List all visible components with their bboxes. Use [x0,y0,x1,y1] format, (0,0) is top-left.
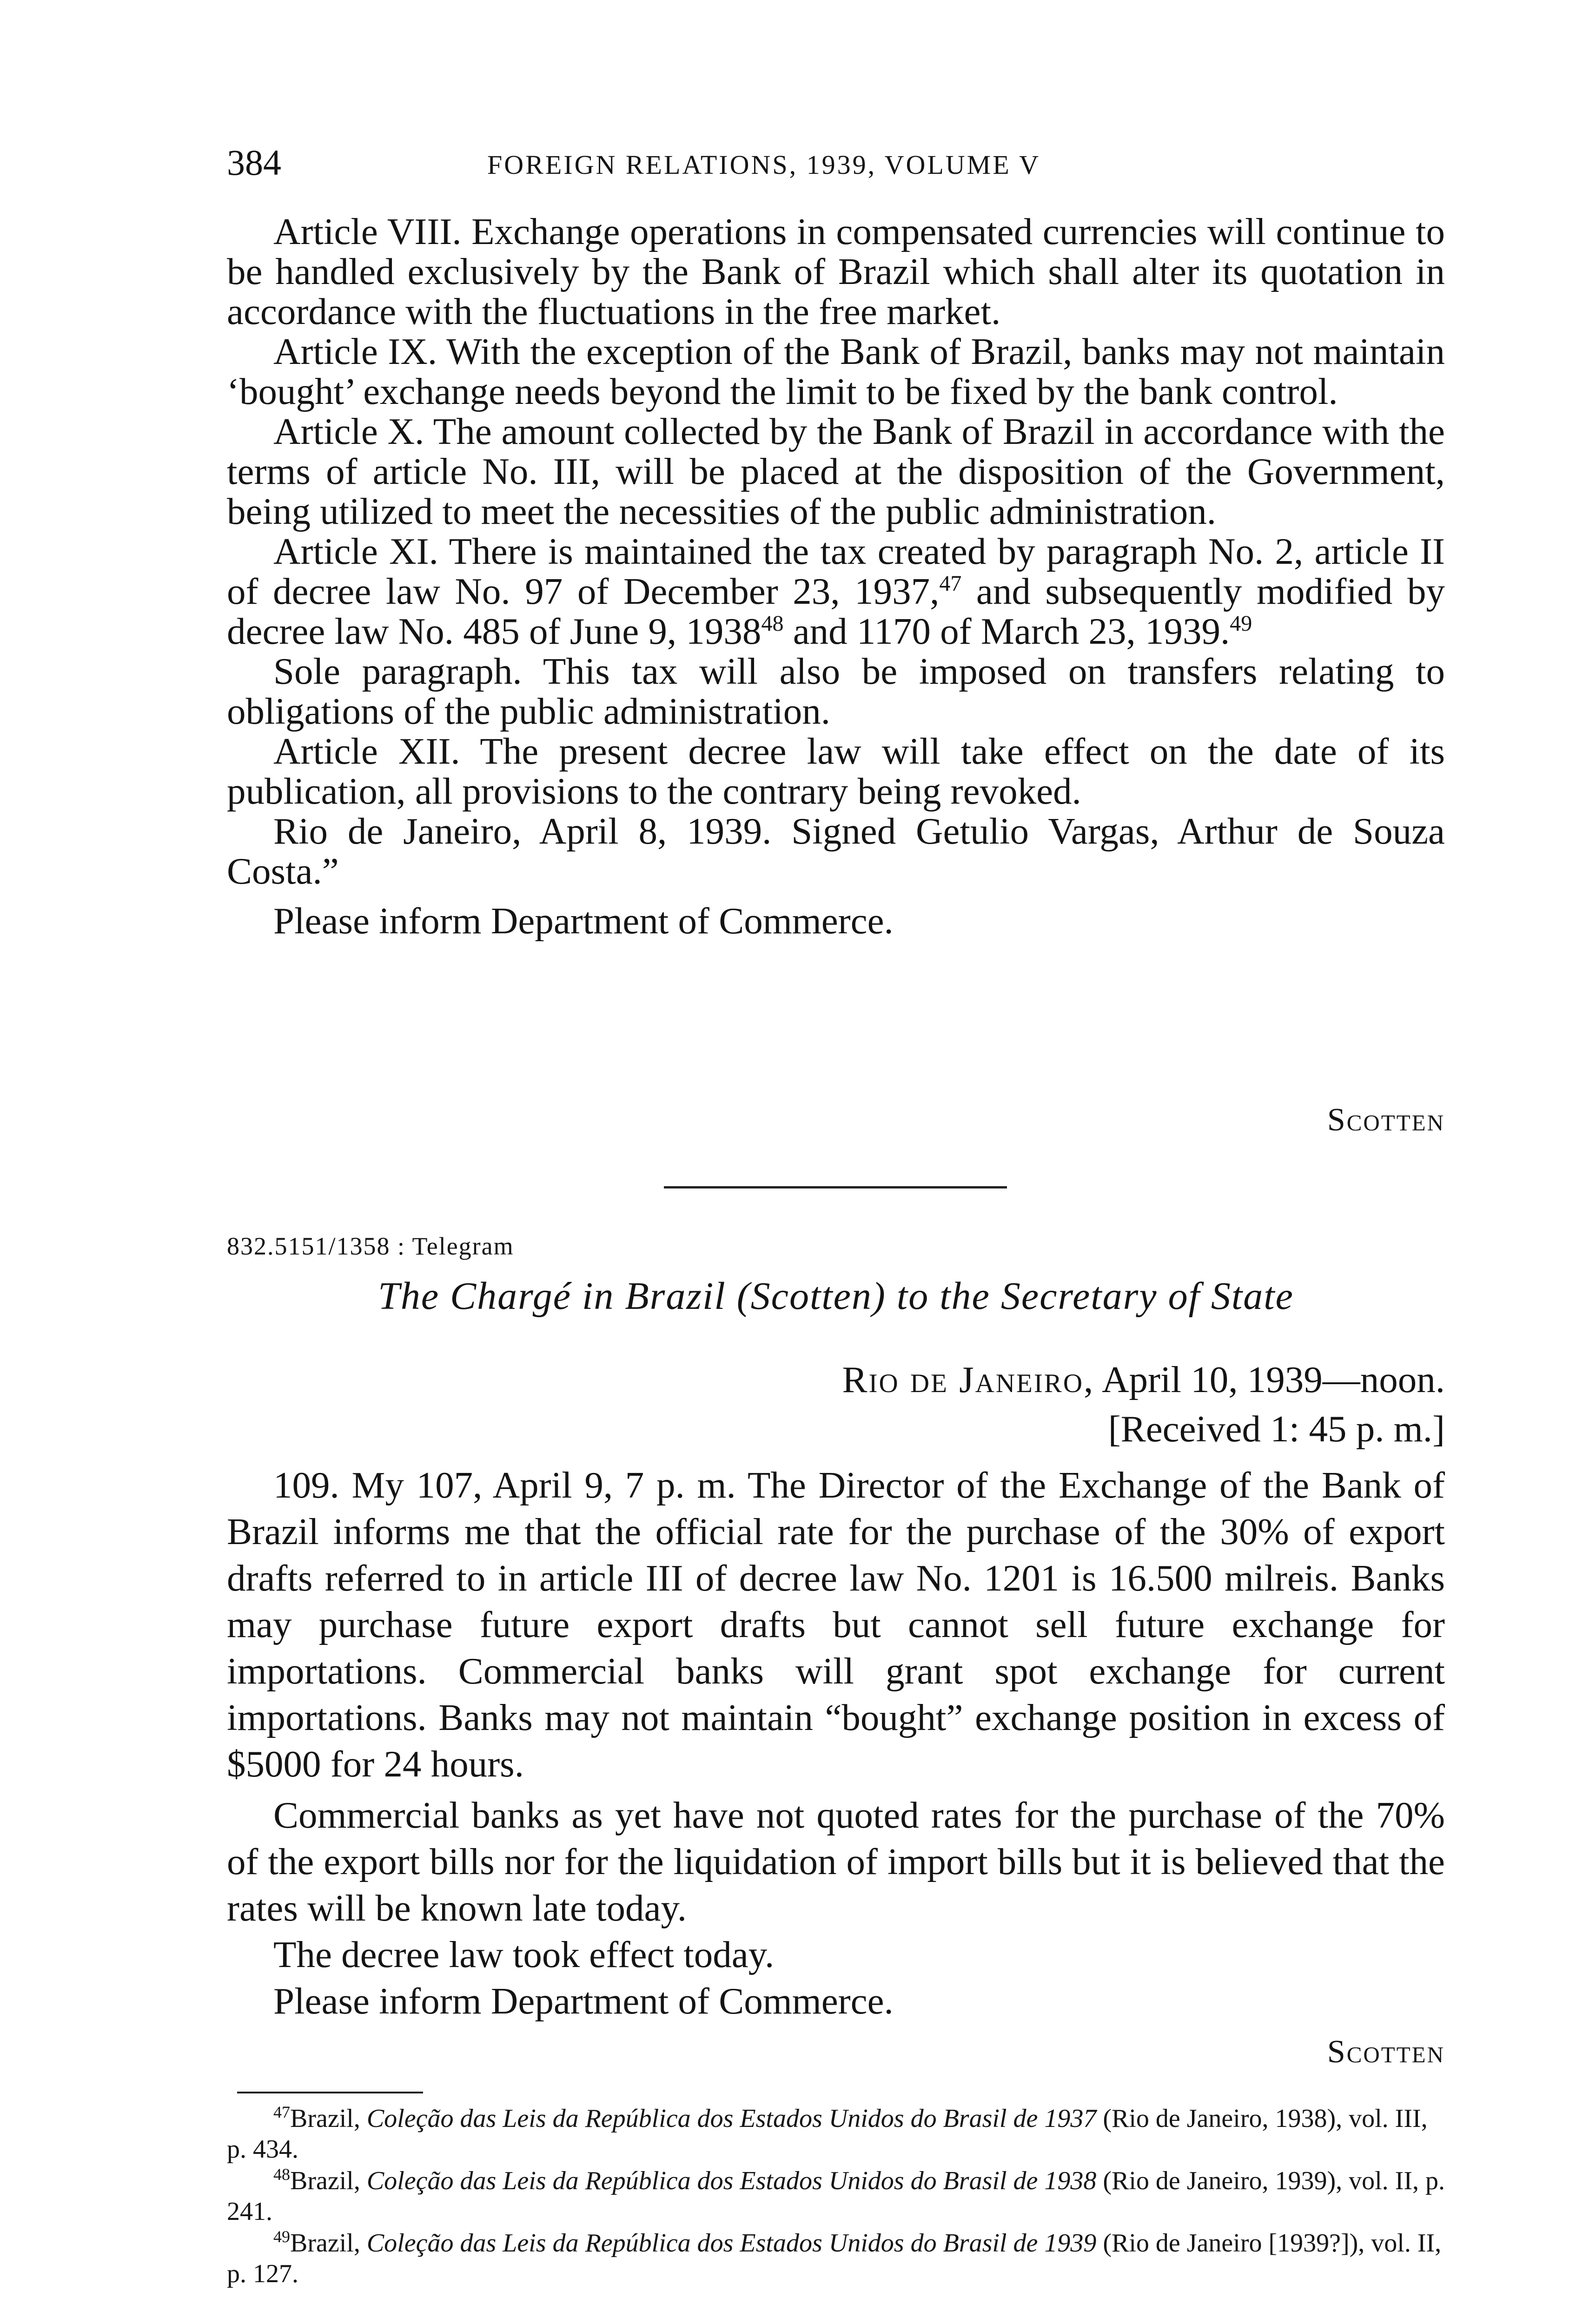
section-divider [664,1186,1007,1188]
footnote-rule [237,2092,423,2093]
footnote-48: $^{48}$Brazil, Coleção das Leis da República dos Estados Unidos do Brasil de 1938 (Rio de Janeiro, 1939), vol. II, p. 241. [227,2165,1445,2226]
document-id: 832.5151/1358 : Telegram [227,1232,514,1260]
decree-closing: Please inform Department of Commerce. [273,900,894,942]
running-head: FOREIGN RELATIONS, 1939, VOLUME V [487,150,1040,180]
footnote-49: $^{49}$Brazil, Coleção das Leis da República dos Estados Unidos do Brasil de 1939 (Rio de Janeiro [1939?]), vol. II, p. 127. [227,2227,1442,2288]
footnote-47: $^{47}$Brazil, Coleção das Leis da República dos Estados Unidos do Brasil de 1937 (Rio de Janeiro, 1938), vol. III, p. 434. [227,2103,1428,2164]
article-10: Article X. The amount collected by the Bank of Brazil in accordance with the terms of article No. III, will be placed at the disposition of the Government, being utilized to meet the necessities of the public administration. [227,410,1445,532]
footnote-ref-48: 48 [761,611,784,636]
decree-signed-line: Rio de Janeiro, April 8, 1939. Signed Getulio Vargas, Arthur de Souza Costa.” [227,810,1445,892]
telegram-paragraph-3: The decree law took effect today. [273,1934,775,1975]
telegram-paragraph-2: Commercial banks as yet have not quoted rates for the purchase of the 70% of the export bills nor for the liquidation of import bills but it is believed that the rates will be known late today. [227,1794,1445,1929]
article-9: Article IX. With the exception of the Bank of Brazil, banks may not maintain ‘bought’ exchange needs beyond the limit to be fixed by the bank control. [227,330,1445,412]
telegram-title: The Chargé in Brazil (Scotten) to the Secretary of State [378,1274,1294,1318]
sole-paragraph: Sole paragraph. This tax will also be imposed on transfers relating to obligations of the public administration. [227,650,1445,732]
telegram-paragraph-1: 109. My 107, April 9, 7 p. m. The Director of the Exchange of the Bank of Brazil informs me that the official rate for the purchase of the 30% of export drafts referred to in article III of decree law No. 1201 is 16.500 milreis. Banks may purchase future export drafts but cannot sell future exchange for importations. Commercial banks will grant spot exchange for current importations. Banks may not maintain “bought” exchange position in excess of $5000 for 24 hours. [227,1464,1445,1785]
signature-scotten-1: Scotten [1327,1102,1445,1138]
decree-articles [227,211,1445,944]
signature-scotten-2: Scotten [1327,2034,1445,2070]
dateline [842,1355,1445,1453]
article-8: Article VIII. Exchange operations in compensated currencies will continue to be handled exclusively by the Bank of Brazil which shall alter its quotation in accordance with the fluctuations in the free market. [227,211,1445,332]
footnote-ref-47: 47 [939,571,962,596]
telegram-paragraph-4: Please inform Department of Commerce. [273,1980,894,2022]
article-12: Article XII. The present decree law will take effect on the date of its publication, all provisions to the contrary being revoked. [227,730,1445,812]
dateline-place-date: Rio de Janeiro, April 10, 1939—noon. [842,1359,1445,1400]
footnotes [227,2103,1445,2290]
received-time: [Received 1: 45 p. m.] [1108,1408,1445,1450]
article-11: Article XI. There is maintained the tax created by paragraph No. 2, article II of decree law No. 97 of December 23, 1937,47 and subsequently modified by decree law No. 485 of June 9, 1938$^{48}$ and 1170 of March 23, 1939.49 [227,530,1445,652]
telegram-body [227,1462,1445,2024]
footnote-ref-49: 49 [1230,611,1252,636]
page-header [227,139,1445,195]
page-number: 384 [227,142,281,183]
